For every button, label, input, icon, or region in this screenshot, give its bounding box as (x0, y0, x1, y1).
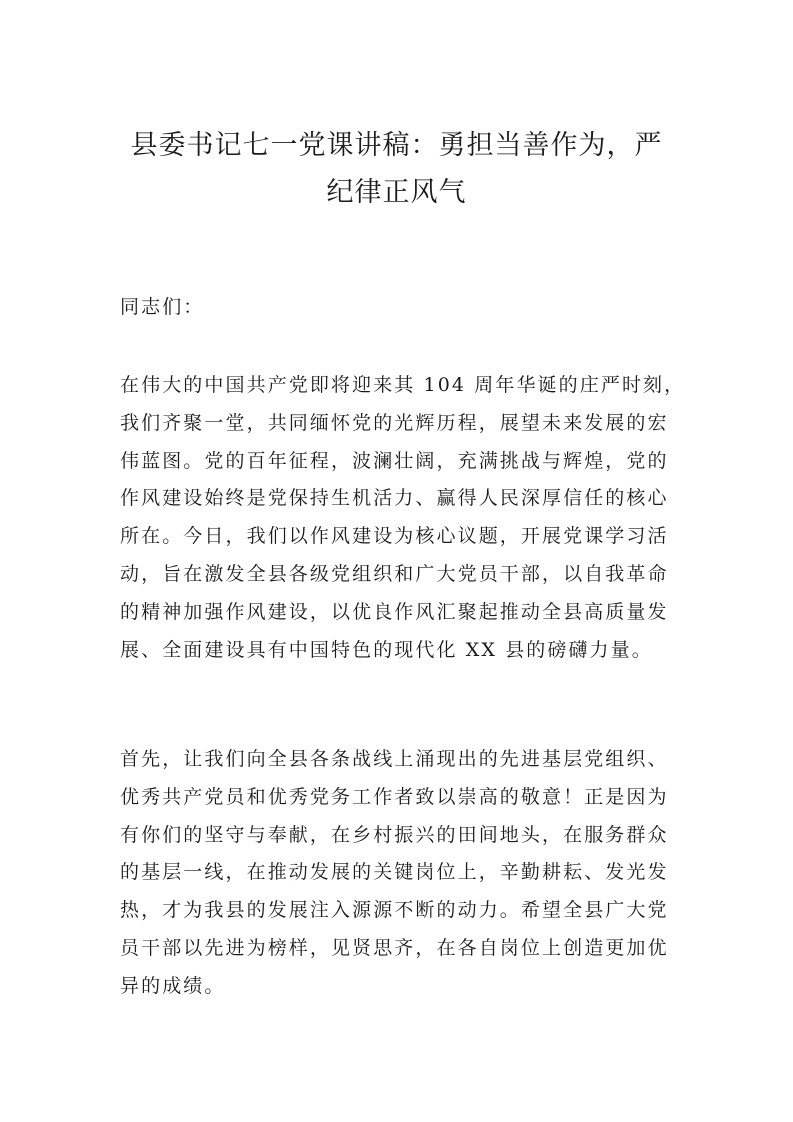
paragraph-line: 首先，让我们向全县各条战线上涌现出的先进基层党组织、 (120, 748, 669, 770)
paragraph-line: 我们齐聚一堂，共同缅怀党的光辉历程，展望未来发展的宏 (120, 411, 669, 434)
paragraph-line: 的精神加强作风建设，以优良作风汇聚起推动全县高质量发 (120, 600, 669, 623)
paragraph-line: 员干部以先进为榜样，见贤思齐，在各自岗位上创造更加优 (120, 936, 669, 959)
paragraph-line: 有你们的坚守与奉献，在乡村振兴的田间地头，在服务群众 (120, 823, 669, 846)
paragraph-line: 的基层一线，在推动发展的关键岗位上，辛勤耕耘、发光发 (120, 861, 669, 884)
paragraph-line: 展、全面建设具有中国特色的现代化 XX 县的磅礴力量。 (120, 638, 653, 661)
title-line: 纪律正风气 (326, 177, 467, 208)
paragraph-line: 异的成绩。 (120, 974, 226, 997)
greeting-text: 同志们： (120, 296, 205, 318)
paragraph-line: 优秀共产党员和优秀党务工作者致以崇高的敬意！正是因为 (120, 785, 669, 808)
paragraph-2 (120, 741, 676, 1006)
paragraph-line: 在伟大的中国共产党即将迎来其 104 周年华诞的庄严时刻， (120, 374, 686, 396)
paragraph-1 (120, 367, 686, 669)
paragraph-line: 热，才为我县的发展注入源源不断的动力。希望全县广大党 (120, 899, 669, 922)
greeting (120, 289, 676, 327)
paragraph-line: 作风建设始终是党保持生机活力、赢得人民深厚信任的核心 (120, 487, 669, 510)
title-line: 县委书记七一党课讲稿：勇担当善作为，严 (130, 130, 663, 161)
document-title (100, 122, 693, 216)
paragraph-line: 伟蓝图。党的百年征程，波澜壮阔，充满挑战与辉煌，党的 (120, 449, 669, 472)
paragraph-line: 所在。今日，我们以作风建设为核心议题，开展党课学习活 (120, 525, 669, 548)
paragraph-line: 动，旨在激发全县各级党组织和广大党员干部，以自我革命 (120, 562, 669, 585)
